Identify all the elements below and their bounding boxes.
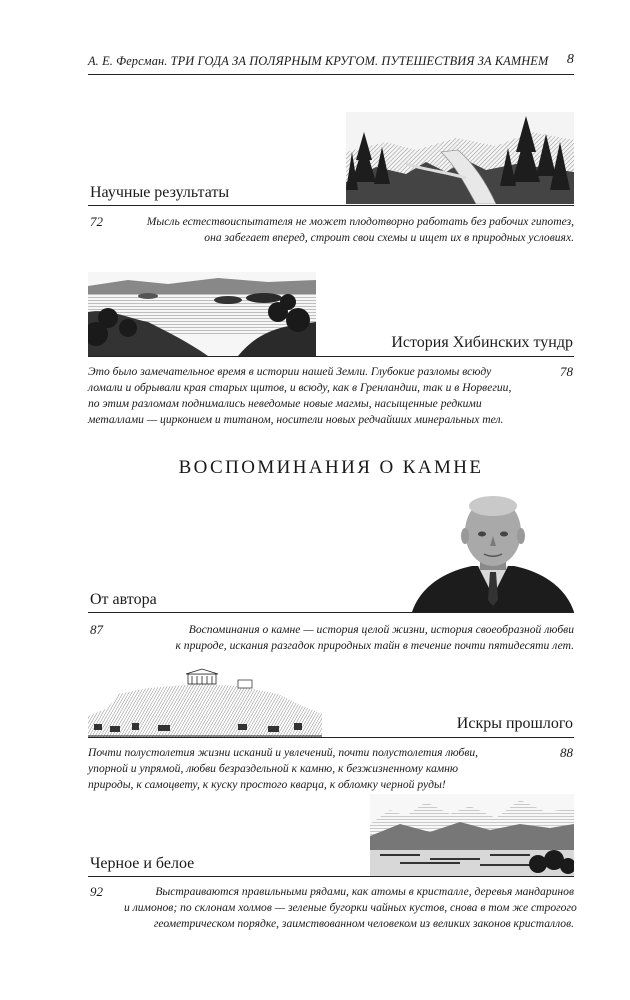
running-header [88, 52, 574, 72]
section-description [134, 622, 574, 654]
desc-line: к природе, искания разгадок природных тайн в течение почти пятидесяти лет. [175, 639, 574, 652]
section-description [88, 364, 528, 428]
section-description [124, 884, 577, 932]
desc-line: геометрическом порядке, заимствованном человеком из великих законов кристаллов. [153, 917, 574, 930]
lake-islands-illustration [88, 272, 316, 356]
mountain-valley-illustration [370, 794, 574, 876]
desc-line: она забегает вперед, строит свои схемы и ищет их в природных условиях. [204, 231, 574, 244]
running-title: А. Е. Ферсман. ТРИ ГОДА ЗА ПОЛЯРНЫМ КРУГОМ. ПУТЕШЕСТВИЯ ЗА КАМНЕМ [88, 54, 549, 68]
acropolis-illustration [88, 668, 322, 738]
section-title: От автора [90, 591, 157, 608]
section-rule [88, 205, 574, 206]
section-page-number: 78 [560, 364, 573, 379]
desc-line: Воспоминания о камне — история целой жизни, история своеобразной любви [188, 623, 574, 636]
desc-line: Это было замечательное время в истории нашей Земли. Глубокие разломы всюду [88, 365, 492, 378]
desc-line: природы, к самоцвету, к куску простого кварца, к обломку черной руды! [88, 778, 446, 791]
desc-line: Мысль естествоиспытателя не может плодотворно работать без рабочих гипотез, [146, 215, 574, 228]
section-title: История Хибинских тундр [391, 334, 573, 351]
desc-line: по этим разломам поднимались неведомые новые магмы, насыщенные редкими [88, 397, 482, 410]
section-rule [88, 737, 574, 738]
section-title: Научные результаты [90, 184, 230, 201]
page-number: 8 [566, 52, 574, 67]
header-rule [88, 74, 574, 75]
desc-line: упорной и упрямой, любви безраздельной к камню, к безжизненному камню [88, 762, 459, 775]
desc-line: ломали и обрывали края старых щитов, и всюду, как в Гренландии, так и в Норвегии, [88, 381, 512, 394]
part-heading: ВОСПОМИНАНИЯ О КАМНЕ [178, 457, 484, 478]
desc-line: металлами — цирконием и титаном, носители новых редчайших минеральных тел. [88, 413, 504, 426]
section-title: Искры прошлого [456, 715, 573, 732]
section-description [88, 745, 528, 793]
section-description [134, 214, 574, 246]
section-page-number: 87 [90, 622, 103, 637]
section-title: Черное и белое [90, 855, 195, 872]
section-rule [88, 876, 574, 877]
section-page-number: 88 [560, 745, 573, 760]
desc-line: Выстраиваются правильными рядами, как атомы в кристалле, деревья мандаринов [155, 885, 574, 898]
author-portrait [412, 496, 574, 612]
desc-line: и лимонов; по склонам холмов — зеленые бугорки чайных кустов, снова в том же строгого [124, 901, 577, 914]
section-rule [88, 356, 574, 357]
desc-line: Почти полустолетия жизни исканий и увлечений, почти полустолетия любви, [88, 746, 479, 759]
waterfall-forest-illustration [346, 112, 574, 204]
section-rule [88, 612, 574, 613]
section-page-number: 72 [90, 214, 103, 229]
section-page-number: 92 [90, 884, 103, 899]
